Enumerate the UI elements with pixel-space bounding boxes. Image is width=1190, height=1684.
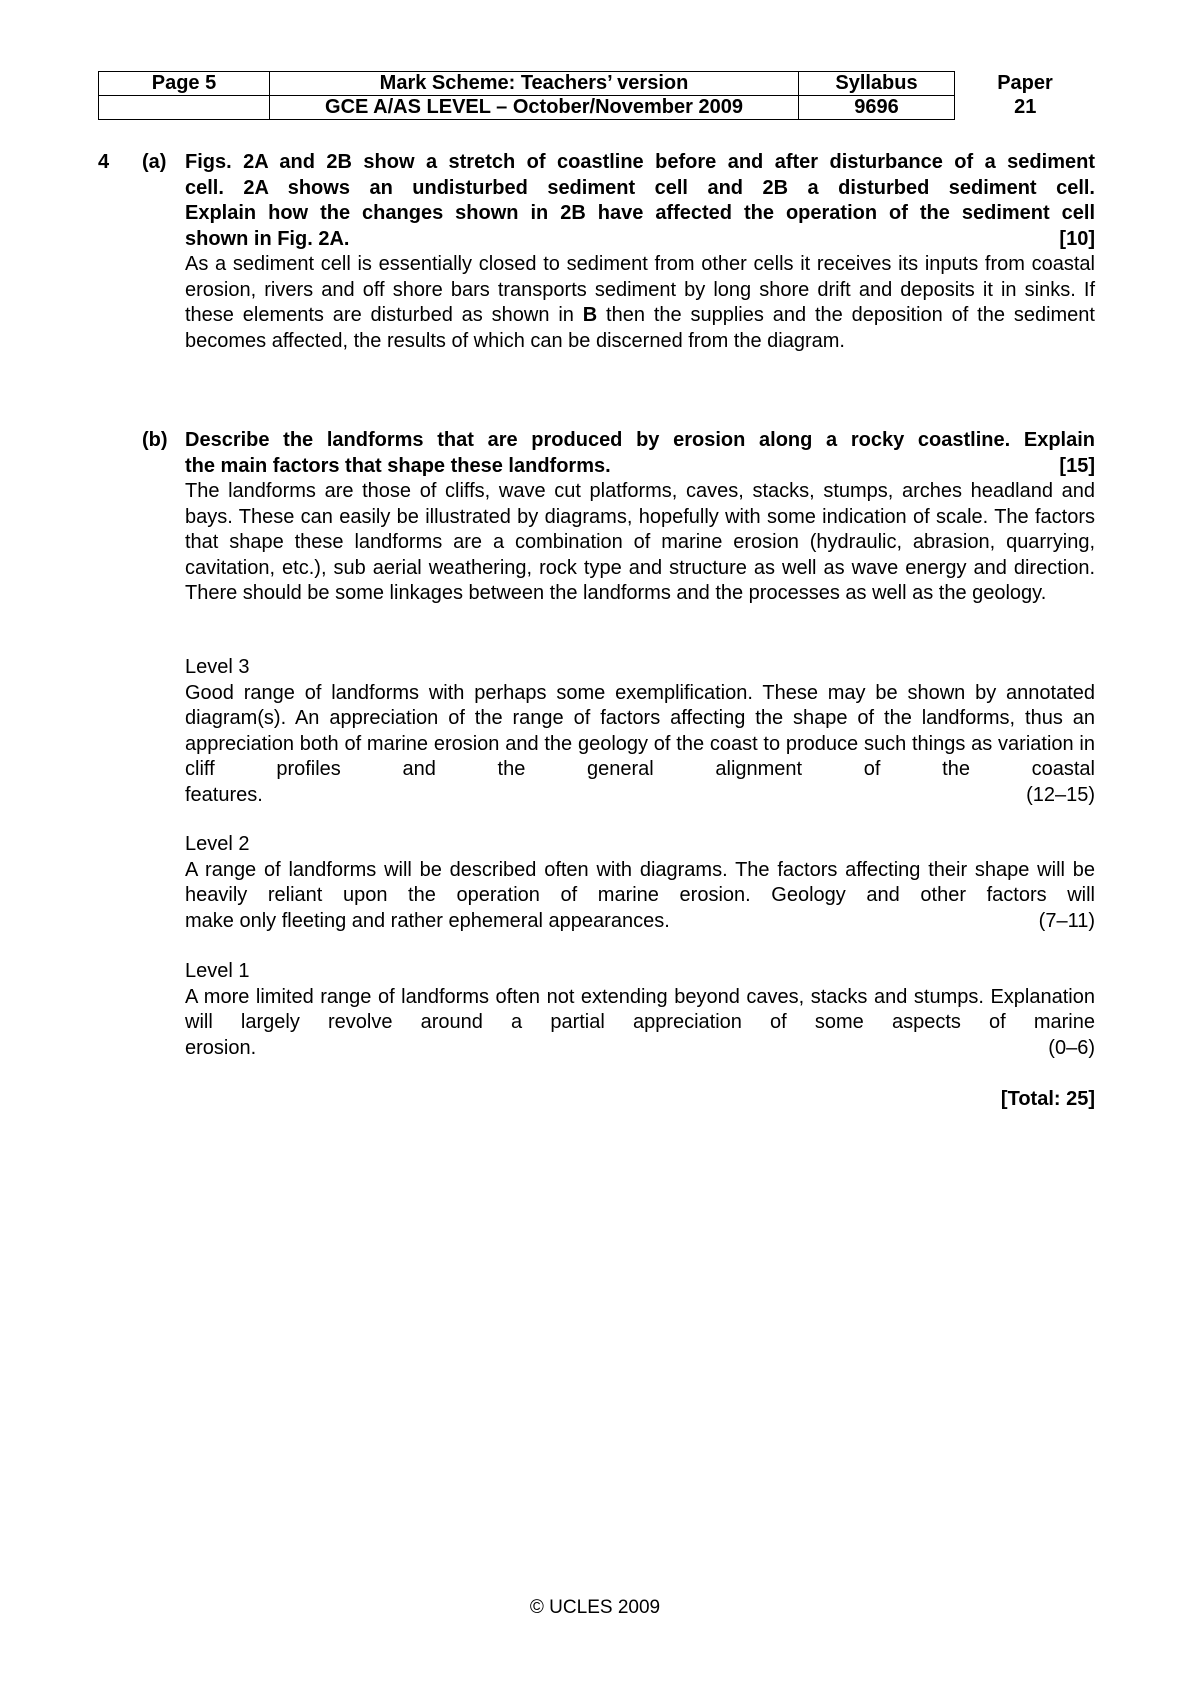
part-b-prompt-last-row xyxy=(185,454,1095,480)
level-3-last: features. xyxy=(185,783,263,806)
level-1-last-row xyxy=(185,1036,1095,1062)
level-2-text: A range of landforms will be described often with diagrams. The factors affecting their shape will be heavily reliant upon the operation of marine erosion. Geology and other factors will xyxy=(185,858,1095,906)
part-a-answer-bold: B xyxy=(582,304,598,326)
level-2-range: (7–11) xyxy=(1038,909,1095,932)
header-page: Page 5 xyxy=(99,72,270,96)
total-marks: [Total: 25] xyxy=(1000,1088,1095,1110)
header-empty-cell xyxy=(99,96,270,120)
header-exam: GCE A/AS LEVEL – October/November 2009 xyxy=(270,96,799,120)
level-2-last-row xyxy=(185,909,1095,935)
part-a-answer-pre: As a sediment cell is essentially closed to sediment from other cells it receives its inputs from coastal erosion, rivers and off shore bars transports sediment by long shore drift and deposits it in sinks. If these elements are disturbed as shown in xyxy=(185,253,1095,326)
part-b-answer: The landforms are those of cliffs, wave cut platforms, caves, stacks, stumps, arches headland and bays. These can easily be illustrated by diagrams, hopefully with some indication of scale. The factors that shape these landforms are a combination of marine erosion (hydraulic, abrasion, quarrying, cavitation, etc.), sub aerial weathering, rock type and structure as well as wave energy and direction. There should be some linkages between the landforms and the processes as well as the geology. xyxy=(185,480,1095,604)
level-3-range: (12–15) xyxy=(1026,783,1095,806)
part-a-marks: [10] xyxy=(1059,227,1095,250)
level-1-title: Level 1 xyxy=(185,960,250,982)
level-1-range: (0–6) xyxy=(1048,1036,1095,1059)
level-1-block xyxy=(185,959,1095,1061)
part-b-prompt-last: the main factors that shape these landforms. xyxy=(185,454,611,477)
copyright-footer: © UCLES 2009 xyxy=(529,1597,661,1618)
part-a-block xyxy=(185,150,1095,354)
part-a-prompt-last: shown in Fig. 2A. xyxy=(185,227,350,250)
header-table xyxy=(98,71,1096,120)
header-syllabus-code: 9696 xyxy=(799,96,955,120)
level-1-text: A more limited range of landforms often not extending beyond caves, stacks and stumps. Explanation will largely revolve around a partial appreciation of some aspects of marine xyxy=(185,985,1095,1033)
level-2-title: Level 2 xyxy=(185,833,250,855)
header-syllabus-label: Syllabus xyxy=(799,72,955,96)
header-paper-label: Paper xyxy=(997,72,1053,94)
part-a-prompt-line-1: Figs. 2A and 2B show a stretch of coastline before and after disturbance of a sediment xyxy=(185,151,1095,173)
part-a-answer-post: then the supplies and the deposition of the sediment becomes affected, the results of which can be discerned from the diagram. xyxy=(185,304,1095,352)
part-a-prompt-last-row xyxy=(185,227,1095,253)
part-a-answer xyxy=(185,252,1095,354)
question-number: 4 xyxy=(98,151,110,173)
part-a-prompt-line-3: Explain how the changes shown in 2B have affected the operation of the sediment cell xyxy=(185,202,1095,224)
level-3-block xyxy=(185,655,1095,808)
part-a-label: (a) xyxy=(142,151,167,173)
level-3-text: Good range of landforms with perhaps some exemplification. These may be shown by annotated diagram(s). An appreciation of the range of factors affecting the shape of the landforms, thus an appreciation both of marine erosion and the geology of the coast to produce such things as variation in cliff profiles and the general alignment of the coastal xyxy=(185,681,1095,780)
level-2-block xyxy=(185,832,1095,934)
part-b-marks: [15] xyxy=(1059,454,1095,477)
part-b-prompt-line-1: Describe the landforms that are produced by erosion along a rocky coastline. Explain xyxy=(185,429,1095,451)
level-3-last-row xyxy=(185,783,1095,809)
level-3-title: Level 3 xyxy=(185,656,250,678)
header-paper-number: 21 xyxy=(1014,96,1037,118)
level-2-last: make only fleeting and rather ephemeral appearances. xyxy=(185,909,670,932)
part-a-prompt-line-2: cell. 2A shows an undisturbed sediment cell and 2B a disturbed sediment cell. xyxy=(185,176,1095,199)
level-1-last: erosion. xyxy=(185,1036,257,1059)
header-title: Mark Scheme: Teachers’ version xyxy=(270,72,799,96)
part-b-label: (b) xyxy=(142,429,168,451)
part-b-block xyxy=(185,428,1095,607)
